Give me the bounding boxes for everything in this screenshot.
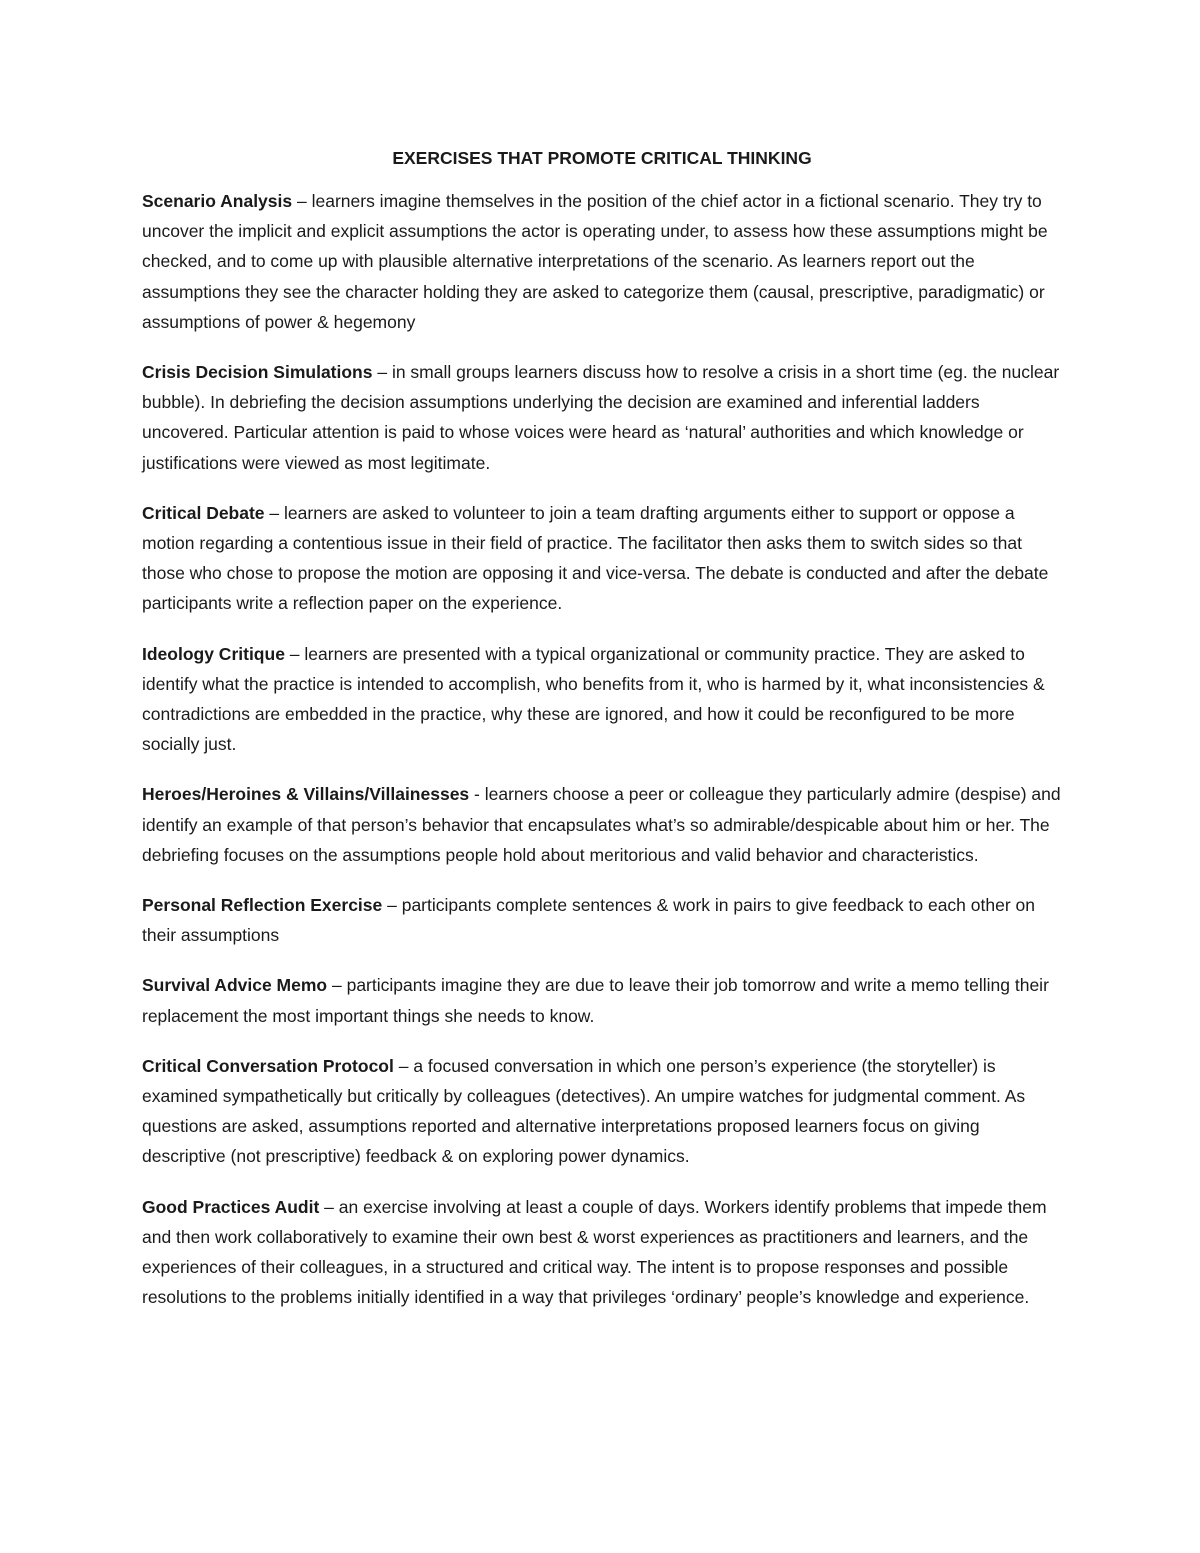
document-body: [142, 143, 1062, 1333]
entry-term: Heroes/Heroines & Villains/Villainesses: [142, 784, 470, 805]
entry-critical-debate: [142, 498, 1062, 619]
entry-term: Critical Debate: [142, 502, 265, 523]
entry-ideology-critique: [142, 639, 1062, 760]
entry-term: Critical Conversation Protocol: [142, 1055, 394, 1076]
document-title: EXERCISES THAT PROMOTE CRITICAL THINKING: [392, 148, 812, 168]
entry-term: Survival Advice Memo: [142, 975, 328, 996]
entry-text: learners imagine themselves in the position of the chief actor in a fictional scenario. They try to uncover the implicit and explicit assumptions the actor is operating under, to assess how these assumptions might be checked, and to come up with plausible alternative interpretations of the scenario. As learners report out the assumptions they see the character holding they are asked to categorize them (causal, prescriptive, paradigmatic) or assumptions of power & hegemony: [142, 191, 1048, 332]
entry-text: learners are presented with a typical organizational or community practice. They are asked to identify what the practice is intended to accomplish, who benefits from it, who is harmed by it, what inconsistencies & contradictions are embedded in the practice, why these are ignored, and how it could be reconfigured to be more socially just.: [142, 643, 1045, 755]
entry-separator: –: [292, 191, 312, 211]
entry-separator: -: [469, 784, 485, 805]
entry-text: learners choose a peer or colleague they particularly admire (despise) and identify an example of that person’s behavior that encapsulates what’s so admirable/despicable about him or her. The debriefing focuses on the assumptions people hold about meritorious and valid behavior and characteristics.: [142, 784, 1061, 865]
entry-text: learners are asked to volunteer to join a team drafting arguments either to support or oppose a motion regarding a contentious issue in their field of practice. The facilitator then asks them to switch sides so that those who chose to propose the motion are opposing it and vice-versa. The debate is conducted and after the debate participants write a reflection paper on the experience.: [142, 502, 1049, 614]
entry-separator: –: [393, 1055, 414, 1076]
entry-text: a focused conversation in which one person’s experience (the storyteller) is examined sympathetically but critically by colleagues (detectives). An umpire watches for judgmental comment. As questions are asked, assumptions reported and alternative interpretations proposed learners focus on giving descriptive (not prescriptive) feedback & on exploring power dynamics.: [142, 1055, 1026, 1167]
entry-separator: –: [284, 643, 305, 664]
entry-crisis-decision-simulations: [142, 357, 1062, 478]
entry-term: Good Practices Audit: [142, 1196, 320, 1217]
entry-separator: –: [319, 1196, 339, 1217]
entry-separator: –: [327, 975, 347, 996]
entry-good-practices-audit: [142, 1192, 1062, 1313]
entry-heroes-villains: [142, 779, 1062, 870]
entry-text: participants complete sentences & work in pairs to give feedback to each other on their assumptions: [142, 895, 1035, 946]
entry-term: Scenario Analysis: [142, 191, 293, 211]
entry-term: Personal Reflection Exercise: [142, 895, 383, 916]
entry-personal-reflection-exercise: [142, 890, 1062, 950]
entry-text: an exercise involving at least a couple of days. Workers identify problems that impede them and then work collaboratively to examine their own best & worst experiences as practitioners and learners, and the experiences of their colleagues, in a structured and critical way. The intent is to propose responses and possible resolutions to the problems initially identified in a way that privileges ‘ordinary’ people’s knowledge and experience.: [142, 1196, 1047, 1308]
entry-separator: –: [382, 895, 402, 916]
entry-survival-advice-memo: [142, 970, 1062, 1030]
entry-text: participants imagine they are due to leave their job tomorrow and write a memo telling their replacement the most important things she needs to know.: [142, 975, 1049, 1026]
entry-separator: –: [264, 502, 285, 523]
entry-scenario-analysis: [142, 186, 1062, 337]
entry-critical-conversation-protocol: [142, 1051, 1062, 1172]
entry-text: in small groups learners discuss how to resolve a crisis in a short time (eg. the nuclear bubble). In debriefing the decision assumptions underlying the decision are examined and inferential ladders uncovered. Particular attention is paid to whose voices were heard as ‘natural’ authorities and which knowledge or justifications were viewed as most legitimate.: [142, 362, 1060, 473]
entry-term: Crisis Decision Simulations: [142, 362, 373, 383]
entry-separator: –: [372, 362, 392, 383]
entry-term: Ideology Critique: [142, 643, 285, 664]
